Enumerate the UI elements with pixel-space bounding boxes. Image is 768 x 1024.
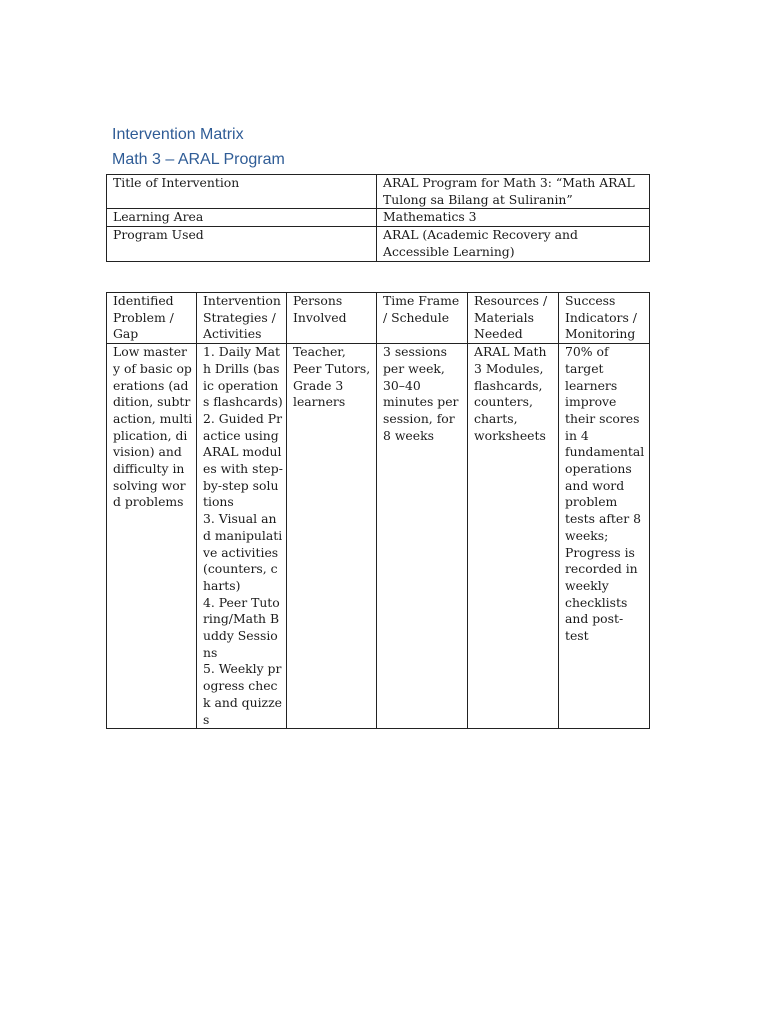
header-resources: Resources / Materials Needed xyxy=(468,293,559,344)
document-title: Intervention Matrix xyxy=(112,126,244,143)
document-subtitle: Math 3 – ARAL Program xyxy=(112,151,285,168)
header-persons: Persons Involved xyxy=(287,293,377,344)
info-value-program: ARAL (Academic Recovery and Accessible Learning) xyxy=(377,227,650,261)
info-label-title: Title of Intervention xyxy=(107,175,377,209)
header-indicators: Success Indicators / Monitoring xyxy=(559,293,650,344)
table-row xyxy=(107,344,650,729)
cell-timeframe: 3 sessions per week, 30–40 minutes per session, for 8 weeks xyxy=(377,344,468,729)
header-timeframe: Time Frame / Schedule xyxy=(377,293,468,344)
header-strategies: Intervention Strategies / Activities xyxy=(197,293,287,344)
strategy-item: 1. Daily Math Drills (basic operations flashcards) xyxy=(203,344,283,410)
intervention-matrix-table xyxy=(106,292,650,729)
strategy-item: 3. Visual and manipulative activities (counters, charts) xyxy=(203,511,283,593)
intervention-info-table xyxy=(106,174,650,262)
cell-persons: Teacher, Peer Tutors, Grade 3 learners xyxy=(287,344,377,729)
header-problem: Identified Problem / Gap xyxy=(107,293,197,344)
info-label-program: Program Used xyxy=(107,227,377,261)
table-row xyxy=(107,209,650,227)
info-value-title: ARAL Program for Math 3: “Math ARAL Tulong sa Bilang at Suliranin” xyxy=(377,175,650,209)
strategy-item: 4. Peer Tutoring/Math Buddy Sessions xyxy=(203,594,280,660)
table-row xyxy=(107,227,650,261)
cell-indicators: 70% of target learners improve their scores in 4 fundamental operations and word problem tests after 8 weeks; Progress is recorded in weekly checklists and post-test xyxy=(559,344,650,729)
info-value-learning-area: Mathematics 3 xyxy=(377,209,650,227)
info-label-learning-area: Learning Area xyxy=(107,209,377,227)
table-row xyxy=(107,175,650,209)
strategy-item: 2. Guided Practice using ARAL modules with step-by-step solutions xyxy=(203,410,283,510)
table-header-row xyxy=(107,293,650,344)
strategy-item: 5. Weekly progress check and quizzes xyxy=(203,661,282,727)
cell-resources: ARAL Math 3 Modules, flashcards, counters, charts, worksheets xyxy=(468,344,559,729)
cell-strategies xyxy=(197,344,287,729)
cell-problem: Low mastery of basic operations (addition, subtraction, multiplication, division) and difficulty in solving word problems xyxy=(107,344,197,729)
